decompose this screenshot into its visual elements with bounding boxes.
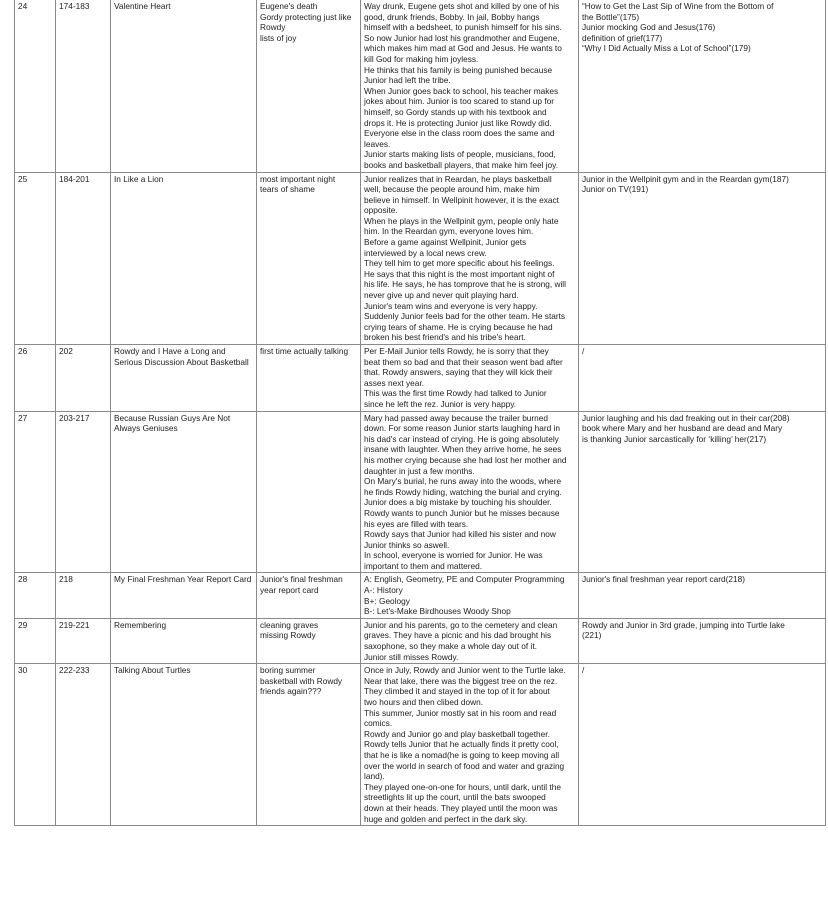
summary-line: graves. They have a picnic and his dad brought his bbox=[364, 630, 552, 641]
summary-line: Suddenly Junior feels bad for the other team. He starts bbox=[364, 311, 566, 322]
summary-line: land). bbox=[364, 771, 385, 782]
summary-cell bbox=[361, 664, 579, 826]
summary-line: Rowdy and Junior go and play basketball together. bbox=[364, 728, 550, 739]
summary-line: Junior thinks so aswell. bbox=[364, 539, 450, 550]
quotes-line: “Why I Did Actually Miss a Lot of School”(179) bbox=[582, 43, 751, 54]
summary-line: streetlights lit up the court, until the bats swooped bbox=[364, 792, 546, 803]
chapter-number-cell: 29 bbox=[15, 618, 56, 663]
summary-line: In school, everyone is worried for Junior. He was bbox=[364, 550, 543, 561]
quotes-cell bbox=[579, 573, 826, 618]
summary-line: comics. bbox=[364, 718, 393, 729]
quotes-line: definition of grief(177) bbox=[582, 32, 663, 43]
quotes-cell bbox=[579, 0, 826, 172]
page-range-cell: 222-233 bbox=[56, 664, 111, 826]
chapter-title-line: In Like a Lion bbox=[114, 173, 164, 184]
summary-cell bbox=[361, 573, 579, 618]
summary-line: himself, so Gordy stands up with his textbook and bbox=[364, 106, 547, 117]
summary-line: They climbed it and stayed in the top of it for about bbox=[364, 686, 550, 697]
themes-cell bbox=[257, 664, 361, 826]
table-row bbox=[15, 618, 826, 663]
summary-line: interviewed by a local news crew. bbox=[364, 247, 487, 258]
themes-cell bbox=[257, 573, 361, 618]
summary-line: Junior still misses Rowdy. bbox=[364, 651, 459, 662]
chapter-title-cell bbox=[111, 411, 257, 573]
summary-line: opposite. bbox=[364, 205, 398, 216]
themes-line: missing Rowdy bbox=[260, 630, 316, 641]
themes-line: first time actually talking bbox=[260, 346, 349, 356]
quotes-line: book where Mary and her husband are dead and Mary bbox=[582, 423, 783, 434]
table-row bbox=[15, 573, 826, 618]
quotes-line: Junior mocking God and Jesus(176) bbox=[582, 22, 716, 33]
summary-line: B+: Geology bbox=[364, 595, 410, 606]
chapter-title-line: Always Geniuses bbox=[114, 423, 178, 434]
themes-line: friends again??? bbox=[260, 686, 322, 697]
quotes-line: / bbox=[582, 346, 585, 356]
page-range-cell: 219-221 bbox=[56, 618, 111, 663]
summary-line: jokes about him. Junior is too scared to stand up for bbox=[364, 96, 555, 107]
summary-line: Rowdy wants to punch Junior but he misses because bbox=[364, 507, 560, 518]
summary-line: Junior realizes that in Reardan, he plays basketball bbox=[364, 173, 552, 184]
summary-line: Rowdy tells Junior that he actually finds it pretty cool, bbox=[364, 739, 559, 750]
table-row bbox=[15, 411, 826, 573]
quotes-line: Rowdy and Junior in 3rd grade, jumping into Turtle lake bbox=[582, 619, 785, 630]
quotes-line: the Bottle”(175) bbox=[582, 11, 640, 22]
summary-line: Way drunk, Eugene gets shot and killed by one of his bbox=[364, 1, 560, 11]
summary-cell bbox=[361, 411, 579, 573]
quotes-line: is thanking Junior sarcastically for ‘killing’ her(217) bbox=[582, 433, 767, 444]
chapter-title-line: My Final Freshman Year Report Card bbox=[114, 574, 252, 585]
quotes-line: Junior laughing and his dad freaking out in their car(208) bbox=[582, 412, 790, 423]
themes-line: boring summer bbox=[260, 665, 316, 676]
summary-line: two hours and then clibed down. bbox=[364, 697, 484, 707]
themes-line: tears of shame bbox=[260, 184, 315, 195]
summary-line: This summer, Junior mostly sat in his room and read bbox=[364, 707, 557, 718]
themes-line: Gordy protecting just like bbox=[260, 11, 352, 22]
table-row bbox=[15, 664, 826, 826]
page-range-cell: 174-183 bbox=[56, 0, 111, 172]
quotes-cell bbox=[579, 664, 826, 826]
quotes-cell bbox=[579, 172, 826, 345]
summary-cell bbox=[361, 0, 579, 172]
themes-line: lists of joy bbox=[260, 32, 297, 43]
summary-line: On Mary's burial, he runs away into the woods, where bbox=[364, 476, 562, 487]
chapter-title-cell bbox=[111, 172, 257, 345]
page-range-cell: 184-201 bbox=[56, 172, 111, 345]
quotes-line: “How to Get the Last Sip of Wine from the Bottom of bbox=[582, 1, 774, 11]
summary-line: his life. He says, he has tomprove that he is strong, will bbox=[364, 279, 566, 290]
themes-line: cleaning graves bbox=[260, 619, 319, 630]
themes-cell bbox=[257, 345, 361, 412]
quotes-line: Junior's final freshman year report card(218) bbox=[582, 574, 745, 585]
summary-line: Junior's team wins and everyone is very happy. bbox=[364, 300, 538, 311]
summary-line: leaves. bbox=[364, 138, 391, 149]
summary-line: A-: History bbox=[364, 585, 403, 596]
summary-line: daughter in just a few months. bbox=[364, 465, 475, 476]
summary-line: broken his best friend's and his tribe's heart. bbox=[364, 332, 526, 343]
summary-line: They played one-on-one for hours, until dark, until the bbox=[364, 781, 561, 792]
summary-line: himself with a bedsheet, to punish himself for his sins. bbox=[364, 22, 562, 33]
quotes-line: Junior on TV(191) bbox=[582, 184, 649, 195]
summary-line: Before a game against Wellpinit, Junior gets bbox=[364, 237, 527, 248]
chapter-title-line: Remembering bbox=[114, 619, 167, 630]
summary-line: his dad's car instead of crying. He is going absolutely bbox=[364, 433, 559, 444]
themes-line: Rowdy bbox=[260, 22, 286, 33]
summary-line: This was the first time Rowdy had talked to Junior bbox=[364, 388, 547, 399]
table-row bbox=[15, 0, 826, 172]
summary-cell bbox=[361, 618, 579, 663]
chapter-number-cell: 27 bbox=[15, 411, 56, 573]
chapter-title-cell bbox=[111, 618, 257, 663]
summary-cell bbox=[361, 345, 579, 412]
summary-line: beat them so bad and that their season went bad after bbox=[364, 356, 563, 367]
summary-line: When Junior goes back to school, his teacher makes bbox=[364, 85, 559, 96]
themes-line: Junior's final freshman bbox=[260, 574, 343, 585]
summary-line: books and basketball players, that make him feel joy. bbox=[364, 159, 559, 170]
summary-line: over the world in search of food and water and grazing bbox=[364, 760, 565, 771]
themes-line: year report card bbox=[260, 585, 319, 596]
table-row bbox=[15, 172, 826, 345]
chapter-title-cell bbox=[111, 345, 257, 412]
chapter-title-cell bbox=[111, 573, 257, 618]
summary-line: asses next year. bbox=[364, 377, 424, 388]
quotes-line: (221) bbox=[582, 630, 602, 641]
chapter-number-cell: 25 bbox=[15, 172, 56, 345]
summary-line: When he plays in the Wellpinit gym, people only hate bbox=[364, 215, 559, 226]
summary-line: Everyone else in the class room does the same and bbox=[364, 128, 555, 139]
summary-line: He thinks that his family is being punished because bbox=[364, 64, 553, 75]
summary-line: believe in himself. In Wellpinit however, it is the exact bbox=[364, 194, 559, 205]
summary-line: insane with laughter. When they arrive home, he sees bbox=[364, 444, 562, 455]
chapter-title-cell bbox=[111, 0, 257, 172]
themes-cell bbox=[257, 618, 361, 663]
chapter-title-line: Talking About Turtles bbox=[114, 665, 191, 676]
themes-cell bbox=[257, 411, 361, 573]
summary-line: kill God for making him joyless. bbox=[364, 53, 479, 64]
chapter-title-line: Rowdy and I Have a Long and bbox=[114, 346, 226, 356]
summary-line: huge and golden and perfect in the dark sky. bbox=[364, 813, 528, 824]
summary-line: Once in July, Rowdy and Junior went to the Turtle lake. bbox=[364, 665, 566, 676]
summary-line: Rowdy says that Junior had killed his sister and now bbox=[364, 529, 556, 540]
summary-line: So now Junior had lost his grandmother and Eugene, bbox=[364, 32, 560, 43]
themes-line: most important night bbox=[260, 173, 336, 184]
page-range-cell: 203-217 bbox=[56, 411, 111, 573]
summary-line: Near that lake, there was the biggest tree on the rez. bbox=[364, 675, 558, 686]
summary-line: They tell him to get more specific about his feelings. bbox=[364, 258, 555, 269]
quotes-cell bbox=[579, 345, 826, 412]
chapter-title-line: Because Russian Guys Are Not bbox=[114, 412, 231, 423]
summary-line: Junior and his parents, go to the cemetery and clean bbox=[364, 619, 558, 630]
summary-line: down. For some reason Junior starts laughing hard in bbox=[364, 423, 561, 434]
summary-line: him. In the Reardan gym, everyone loves him. bbox=[364, 226, 534, 237]
summary-line: his eyes are filled with tears. bbox=[364, 518, 469, 529]
table-row bbox=[15, 345, 826, 412]
chapter-number-cell: 24 bbox=[15, 0, 56, 172]
summary-line: since he left the rez. Junior is very happy. bbox=[364, 398, 517, 409]
summary-line: well, because the people around him, make him bbox=[364, 184, 540, 195]
summary-line: A: English, Geometry, PE and Computer Programming bbox=[364, 574, 565, 585]
summary-line: He says that this night is the most important night of bbox=[364, 268, 555, 279]
themes-line: Eugene's death bbox=[260, 1, 318, 11]
summary-line: good, drunk friends, Bobby. In jail, Bobby hangs bbox=[364, 11, 540, 22]
summary-line: crying tears of shame. He is crying because he had bbox=[364, 321, 553, 332]
summary-line: B-: Let's-Make Birdhouses Woody Shop bbox=[364, 606, 511, 617]
summary-line: Junior starts making lists of people, musicians, food, bbox=[364, 149, 556, 160]
page-range-cell: 218 bbox=[56, 573, 111, 618]
summary-line: that. Rowdy answers, saying that they will kick their bbox=[364, 367, 553, 378]
summary-line: which makes him mad at God and Jesus. He wants to bbox=[364, 43, 562, 54]
summary-line: down at their heads. They played until the moon was bbox=[364, 802, 558, 813]
summary-line: Mary had passed away because the trailer burned bbox=[364, 412, 549, 423]
summary-line: that he is like a nomad(he is going to keep moving all bbox=[364, 749, 560, 760]
summary-line: he finds Rowdy hiding, watching the burial and crying. bbox=[364, 486, 562, 497]
summary-line: drops it. He is protecting Junior just like Rowdy did. bbox=[364, 117, 552, 128]
summary-line: saxophone, so they make a whole day out of it. bbox=[364, 641, 537, 652]
chapter-number-cell: 28 bbox=[15, 573, 56, 618]
themes-line: basketball with Rowdy bbox=[260, 675, 343, 686]
themes-cell bbox=[257, 0, 361, 172]
summary-line: his mother crying because she had lost her mother and bbox=[364, 454, 567, 465]
summary-line: never give up and never quit playing hard. bbox=[364, 290, 519, 301]
chapter-title-line: Serious Discussion About Basketball bbox=[114, 356, 249, 367]
quotes-line: Junior in the Wellpinit gym and in the Reardan gym(187) bbox=[582, 173, 789, 184]
quotes-line: / bbox=[582, 665, 585, 676]
chapter-number-cell: 26 bbox=[15, 345, 56, 412]
quotes-cell bbox=[579, 618, 826, 663]
summary-line: Junior had left the tribe. bbox=[364, 75, 451, 86]
chapter-title-cell bbox=[111, 664, 257, 826]
summary-line: Per E-Mail Junior tells Rowdy, he is sorry that they bbox=[364, 346, 549, 356]
chapter-summary-table bbox=[14, 0, 826, 826]
quotes-cell bbox=[579, 411, 826, 573]
page-range-cell: 202 bbox=[56, 345, 111, 412]
summary-line: important to them and mattered. bbox=[364, 560, 483, 571]
table-body bbox=[15, 0, 826, 826]
chapter-title-line: Valentine Heart bbox=[114, 1, 171, 11]
summary-cell bbox=[361, 172, 579, 345]
chapter-number-cell: 30 bbox=[15, 664, 56, 826]
summary-line: Junior does a big mistake by touching his shoulder. bbox=[364, 497, 552, 508]
themes-cell bbox=[257, 172, 361, 345]
